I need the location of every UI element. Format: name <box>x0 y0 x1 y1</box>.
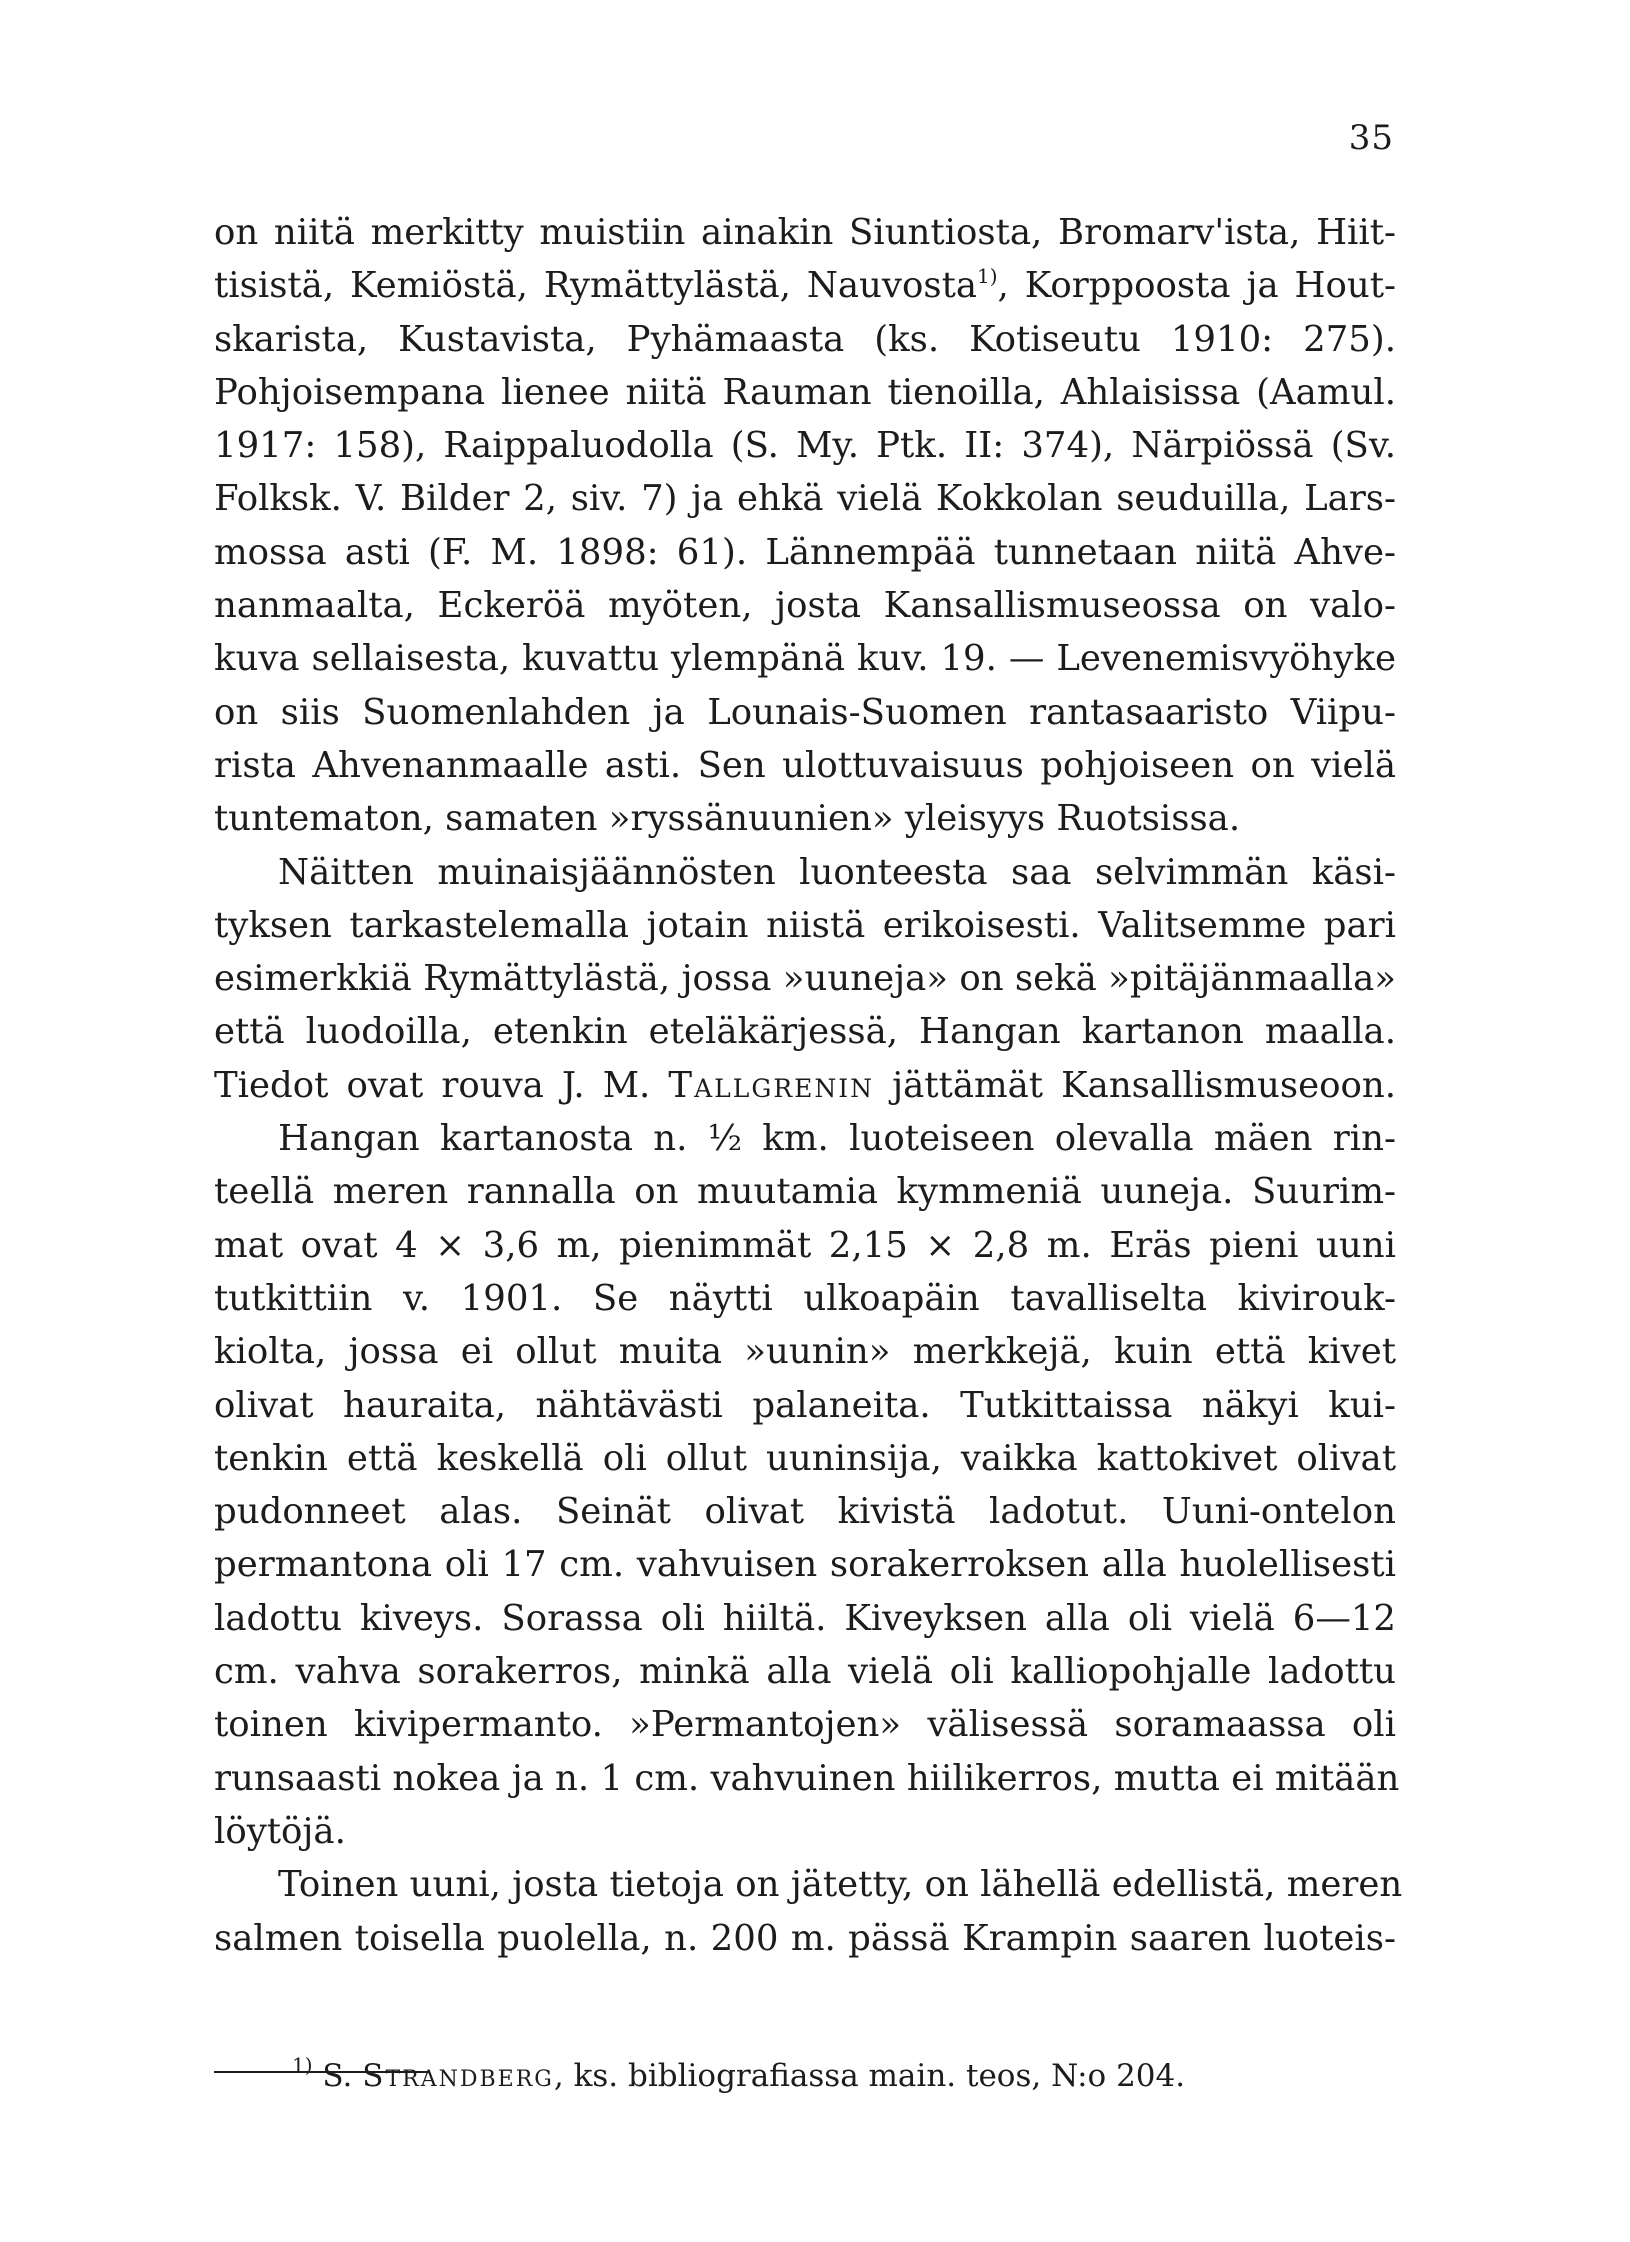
text-line: Hangan kartanosta n. ½ km. luoteiseen olevalla mäen rin- <box>278 1118 1396 1160</box>
text-line: ladottu kiveys. Sorassa oli hiiltä. Kiveyksen alla oli vielä 6—12 <box>214 1597 1396 1639</box>
text-fragment: Tiedot ovat rouva J. M. <box>214 1064 651 1106</box>
text-line: tutkittiin v. 1901. Se näytti ulkoapäin tavalliselta kivirouk- <box>214 1277 1396 1319</box>
text-line: kuva sellaisesta, kuvattu ylempänä kuv. 19. — Levenemisvyöhyke <box>214 638 1396 680</box>
text-line: mossa asti (F. M. 1898: 61). Lännempää tunnetaan niitä Ahve- <box>214 531 1396 573</box>
text-line: tenkin että keskellä oli ollut uuninsija, vaikka kattokivet olivat <box>214 1437 1396 1479</box>
text-line: pudonneet alas. Seinät olivat kivistä ladotut. Uuni-ontelon <box>214 1491 1396 1533</box>
text-line: Pohjoisempana lienee niitä Rauman tienoilla, Ahlaisissa (Aamul. <box>214 371 1396 413</box>
text-line: salmen toisella puolella, n. 200 m. pässä Krampin saaren luoteis- <box>214 1917 1396 1959</box>
body-text <box>214 206 1403 1965</box>
footnote-marker: 1) <box>292 2053 313 2077</box>
text-line: runsaasti nokea ja n. 1 cm. vahvuinen hiilikerros, mutta ei mitään <box>214 1757 1400 1799</box>
text-line: toinen kivipermanto. »Permantojen» välisessä soramaassa oli <box>214 1704 1396 1746</box>
text-line: Toinen uuni, josta tietoja on jätetty, on lähellä edellistä, meren <box>278 1864 1403 1906</box>
text-line: 1917: 158), Raippaluodolla (S. My. Ptk. II: 374), Närpiössä (Sv. <box>214 425 1396 467</box>
author-name: Tallgrenin <box>668 1064 875 1106</box>
text-line <box>214 259 1396 312</box>
text-line <box>214 1059 1396 1112</box>
text-line: on niitä merkitty muistiin ainakin Siuntiosta, Bromarv'ista, Hiit- <box>214 212 1396 253</box>
text-fragment: jättämät Kansallismuseoon. <box>892 1064 1396 1106</box>
text-line: Näitten muinaisjäännösten luonteesta saa selvimmän käsi- <box>278 851 1396 893</box>
text-line: tuntematon, samaten »ryssänuunien» yleisyys Ruotsissa. <box>214 798 1241 840</box>
footnote <box>292 2045 1185 2096</box>
page-number: 35 <box>1348 118 1394 158</box>
text-line: permantona oli 17 cm. vahvuisen sorakerroksen alla huolellisesti <box>214 1544 1396 1586</box>
text-line: rista Ahvenanmaalle asti. Sen ulottuvaisuus pohjoiseen on vielä <box>214 744 1396 786</box>
text-line: nanmaalta, Eckeröä myöten, josta Kansallismuseossa on valo- <box>214 585 1396 627</box>
footnote-text: , ks. bibliografiassa main. teos, N:o 204. <box>553 2058 1186 2094</box>
text-line: kiolta, jossa ei ollut muita »uunin» merkkejä, kuin että kivet <box>214 1331 1396 1373</box>
text-fragment: , Korppoosta ja Hout- <box>997 265 1396 307</box>
text-line: on siis Suomenlahden ja Lounais-Suomen rantasaaristo Viipu- <box>214 691 1396 733</box>
text-line: löytöjä. <box>214 1810 346 1852</box>
footnote-ref: 1) <box>977 264 998 289</box>
text-line: olivat hauraita, nähtävästi palaneita. Tutkittaissa näkyi kui- <box>214 1384 1396 1426</box>
text-line: Folksk. V. Bilder 2, siv. 7) ja ehkä vielä Kokkolan seuduilla, Lars- <box>214 478 1396 520</box>
footnote-lead: S. <box>322 2058 353 2094</box>
text-line: että luodoilla, etenkin eteläkärjessä, Hangan kartanon maalla. <box>214 1011 1396 1053</box>
text-line: esimerkkiä Rymättylästä, jossa »uuneja» on sekä »pitäjänmaalla» <box>214 958 1396 1000</box>
text-line: teellä meren rannalla on muutamia kymmeniä uuneja. Suurim- <box>214 1171 1396 1213</box>
text-line: cm. vahva sorakerros, minkä alla vielä oli kalliopohjalle ladottu <box>214 1651 1396 1693</box>
text-line: tyksen tarkastelemalla jotain niistä erikoisesti. Valitsemme pari <box>214 904 1396 946</box>
text-fragment: tisistä, Kemiöstä, Rymättylästä, Nauvosta <box>214 265 978 307</box>
text-line: mat ovat 4 × 3,6 m, pienimmät 2,15 × 2,8 m. Eräs pieni uuni <box>214 1224 1396 1266</box>
footnote-author: Strandberg <box>362 2058 554 2094</box>
text-line: skarista, Kustavista, Pyhämaasta (ks. Kotiseutu 1910: 275). <box>214 318 1396 360</box>
